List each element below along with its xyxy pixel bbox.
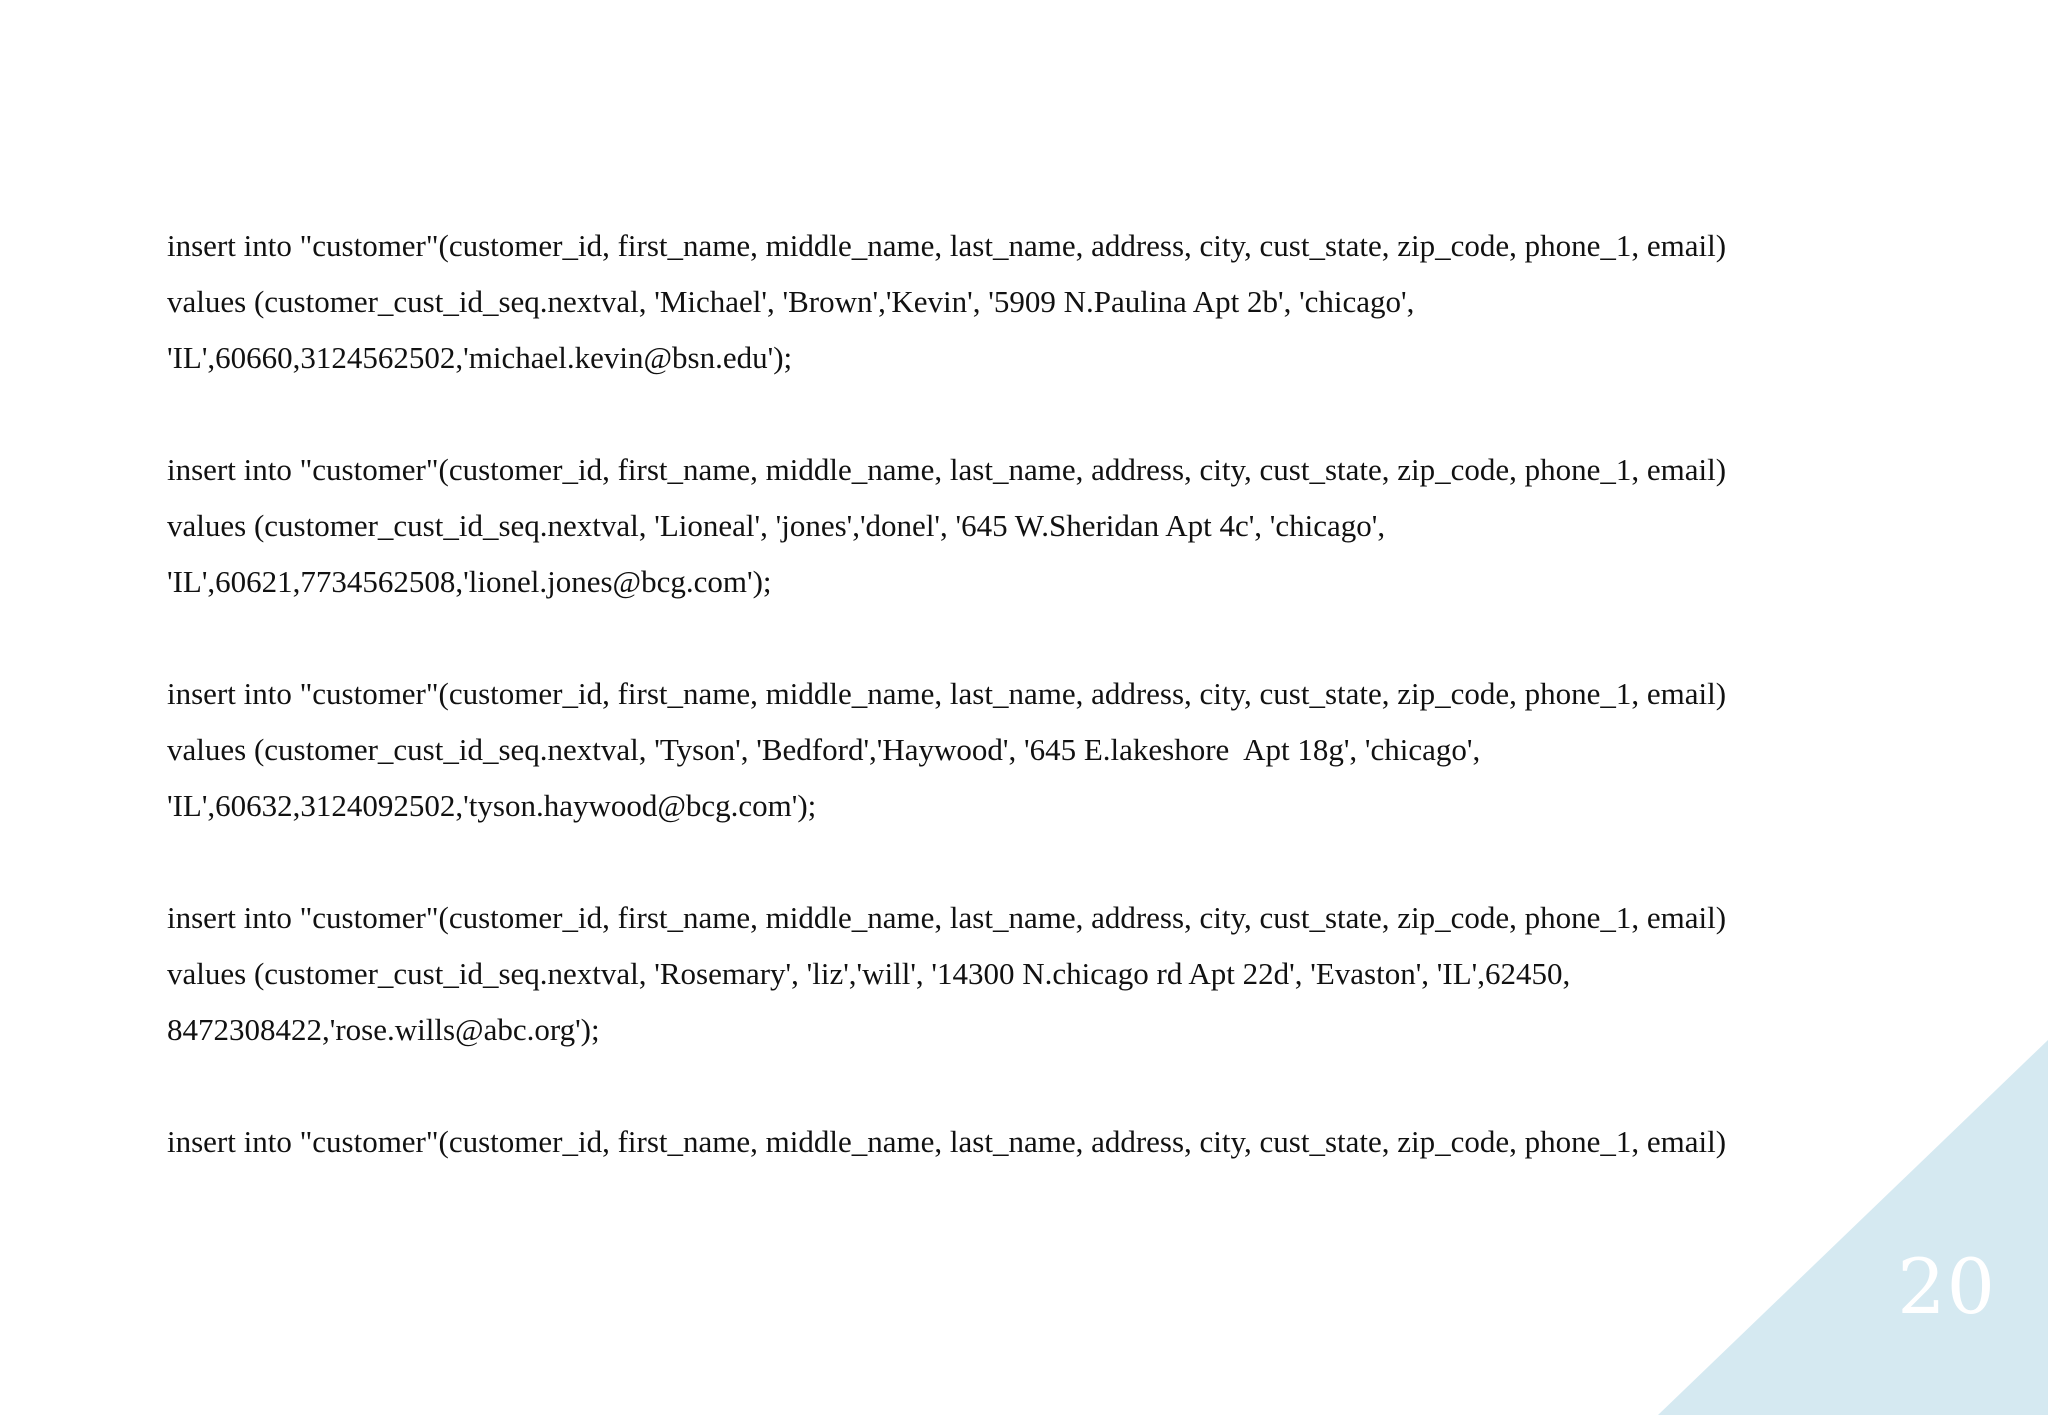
- insert-statement-1: [167, 218, 1927, 386]
- statement-line: insert into "customer"(customer_id, first_name, middle_name, last_name, address, city, cust_state, zip_code, phone_1, email): [167, 452, 1727, 487]
- statement-line: 8472308422,'rose.wills@abc.org');: [167, 1012, 600, 1047]
- page-number: 20: [1897, 1242, 1996, 1331]
- insert-statement-3: [167, 666, 1927, 834]
- statement-line: insert into "customer"(customer_id, first_name, middle_name, last_name, address, city, cust_state, zip_code, phone_1, email): [167, 228, 1727, 263]
- insert-statement-4: [167, 890, 1927, 1058]
- statement-line: insert into "customer"(customer_id, first_name, middle_name, last_name, address, city, cust_state, zip_code, phone_1, email): [167, 676, 1727, 711]
- insert-statement-2: [167, 442, 1927, 610]
- statement-line: values (customer_cust_id_seq.nextval, 'Rosemary', 'liz','will', '14300 N.chicago rd Apt 22d', 'Evaston', 'IL',62450,: [167, 956, 1571, 991]
- statement-line: 'IL',60632,3124092502,'tyson.haywood@bcg.com');: [167, 788, 817, 823]
- corner-triangle-decoration: [1658, 1040, 2048, 1415]
- statement-line: 'IL',60621,7734562508,'lionel.jones@bcg.com');: [167, 564, 772, 599]
- statement-line: insert into "customer"(customer_id, first_name, middle_name, last_name, address, city, cust_state, zip_code, phone_1, email): [167, 1124, 1727, 1159]
- statement-line: values (customer_cust_id_seq.nextval, 'Tyson', 'Bedford','Haywood', '645 E.lakeshore Apt 18g', 'chicago',: [167, 732, 1481, 767]
- statement-line: values (customer_cust_id_seq.nextval, 'Lioneal', 'jones','donel', '645 W.Sheridan Apt 4c', 'chicago',: [167, 508, 1386, 543]
- statement-line: 'IL',60660,3124562502,'michael.kevin@bsn.edu');: [167, 340, 793, 375]
- statement-line: values (customer_cust_id_seq.nextval, 'Michael', 'Brown','Kevin', '5909 N.Paulina Apt 2b', 'chicago',: [167, 284, 1415, 319]
- statement-line: insert into "customer"(customer_id, first_name, middle_name, last_name, address, city, cust_state, zip_code, phone_1, email): [167, 900, 1727, 935]
